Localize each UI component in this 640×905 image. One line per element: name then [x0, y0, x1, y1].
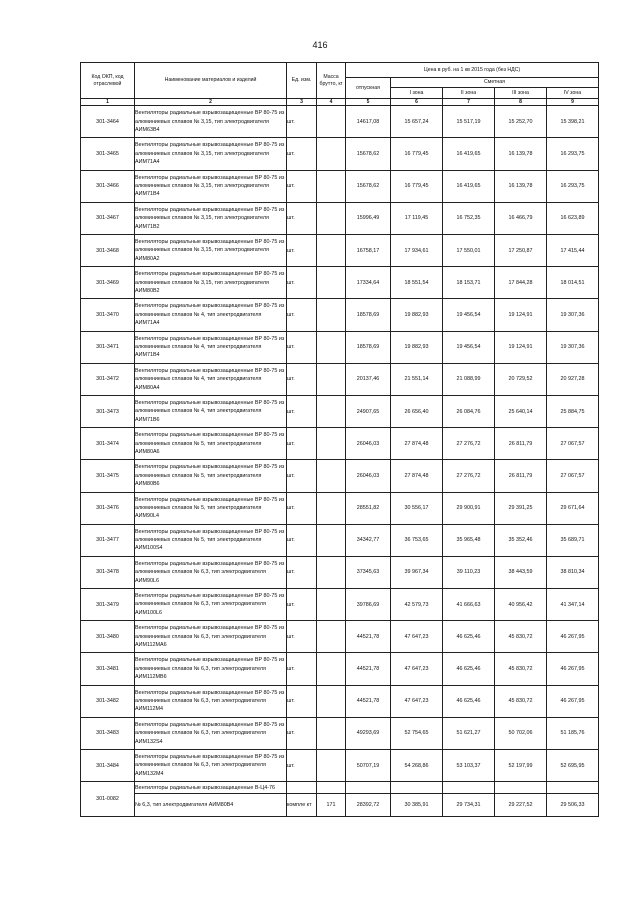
table-row: [81, 589, 599, 621]
table-row: [81, 170, 599, 202]
cell-code: 301-3465: [81, 138, 135, 170]
header-zone-1: I зона: [391, 88, 443, 99]
cell-mass: [317, 685, 346, 717]
cell-price-zone-4: 46 267,95: [547, 653, 599, 685]
cell-mass: [317, 460, 346, 492]
empty-cell: [391, 782, 443, 794]
table-row: [81, 428, 599, 460]
cell-mass: [317, 717, 346, 749]
cell-unit: компле кт: [287, 794, 317, 817]
cell-price-zone-2: 41 666,63: [443, 589, 495, 621]
cell-code: 301-3468: [81, 235, 135, 267]
cell-mass: [317, 492, 346, 524]
cell-name: Вентиляторы радиальные взрывозащищенные ВР 80-75 из алюминиевых сплавов № 3,15, тип электродвигателя АИМ80А2: [135, 235, 287, 267]
table-row: [81, 492, 599, 524]
cell-price-wholesale: 28392,72: [346, 794, 391, 817]
cell-code: 301-3475: [81, 460, 135, 492]
cell-mass: [317, 106, 346, 138]
cell-mass: [317, 589, 346, 621]
cell-price-zone-4: 19 307,36: [547, 331, 599, 363]
cell-code: 301-3474: [81, 428, 135, 460]
cell-name: Вентиляторы радиальные взрывозащищенные ВР 80-75 из алюминиевых сплавов № 3,15, тип электродвигателя АИМ71В2: [135, 202, 287, 234]
cell-name: Вентиляторы радиальные взрывозащищенные ВР 80-75 из алюминиевых сплавов № 3,15, тип электродвигателя АИМ71В4: [135, 170, 287, 202]
cell-unit: шт.: [287, 299, 317, 331]
cell-name: Вентиляторы радиальные взрывозащищенные ВР 80-75 из алюминиевых сплавов № 4, тип электродвигателя АИМ71А4: [135, 299, 287, 331]
cell-code: 301-0082: [81, 782, 135, 817]
cell-price-zone-1: 26 656,40: [391, 395, 443, 427]
header-zone-2: II зона: [443, 88, 495, 99]
cell-price-zone-4: 41 347,14: [547, 589, 599, 621]
cell-price-zone-3: 16 466,79: [495, 202, 547, 234]
cell-price-zone-1: 36 753,65: [391, 524, 443, 556]
cell-price-zone-2: 17 550,01: [443, 235, 495, 267]
cell-price-zone-1: 27 874,48: [391, 428, 443, 460]
cell-mass: [317, 170, 346, 202]
cell-mass: [317, 621, 346, 653]
cell-price-wholesale: 15678,62: [346, 170, 391, 202]
cell-name: Вентиляторы радиальные взрывозащищенные ВР 80-75 из алюминиевых сплавов № 4, тип электродвигателя АИМ80А4: [135, 363, 287, 395]
cell-price-zone-2: 46 625,46: [443, 685, 495, 717]
cell-name: Вентиляторы радиальные взрывозащищенные ВР 80-75 из алюминиевых сплавов № 6,3, тип электродвигателя АИМ100L6: [135, 589, 287, 621]
cell-mass: [317, 653, 346, 685]
cell-price-zone-2: 19 456,54: [443, 331, 495, 363]
cell-price-zone-3: 16 139,78: [495, 170, 547, 202]
col-number: 1: [81, 99, 135, 106]
cell-price-zone-4: 19 307,36: [547, 299, 599, 331]
table-row: [81, 331, 599, 363]
cell-unit: шт.: [287, 235, 317, 267]
cell-mass: [317, 363, 346, 395]
header-mass: Масса брутто, кг: [317, 63, 346, 99]
cell-price-wholesale: 18578,69: [346, 331, 391, 363]
cell-price-wholesale: 49293,69: [346, 717, 391, 749]
cell-price-zone-3: 29 227,52: [495, 794, 547, 817]
cell-code: 301-3469: [81, 267, 135, 299]
cell-code: 301-3484: [81, 750, 135, 782]
cell-price-zone-4: 27 067,57: [547, 460, 599, 492]
cell-name: Вентиляторы радиальные взрывозащищенные ВР 80-75 из алюминиевых сплавов № 5, тип электродвигателя АИМ90L4: [135, 492, 287, 524]
cell-price-zone-1: 30 385,91: [391, 794, 443, 817]
header-unit: Ед. изм.: [287, 63, 317, 99]
cell-price-zone-4: 29 671,64: [547, 492, 599, 524]
cell-price-zone-1: 18 551,54: [391, 267, 443, 299]
cell-unit: шт.: [287, 106, 317, 138]
cell-unit: шт.: [287, 331, 317, 363]
cell-mass: [317, 395, 346, 427]
col-number: 5: [346, 99, 391, 106]
cell-price-zone-4: 16 623,89: [547, 202, 599, 234]
table-row: [81, 363, 599, 395]
cell-unit: шт.: [287, 750, 317, 782]
cell-price-wholesale: 15996,49: [346, 202, 391, 234]
cell-price-zone-3: 16 139,78: [495, 138, 547, 170]
cell-price-zone-3: 19 124,91: [495, 299, 547, 331]
header-code: Код ОКП, код отраслевой: [81, 63, 135, 99]
col-number: 7: [443, 99, 495, 106]
cell-price-zone-2: 51 621,27: [443, 717, 495, 749]
cell-unit: шт.: [287, 685, 317, 717]
cell-code: 301-3480: [81, 621, 135, 653]
cell-code: 301-3471: [81, 331, 135, 363]
cell-price-wholesale: 34342,77: [346, 524, 391, 556]
cell-price-wholesale: 39786,69: [346, 589, 391, 621]
cell-mass: [317, 331, 346, 363]
cell-price-zone-2: 27 276,72: [443, 428, 495, 460]
cell-price-wholesale: 18578,69: [346, 299, 391, 331]
table-row: [81, 460, 599, 492]
cell-price-wholesale: 15678,62: [346, 138, 391, 170]
empty-cell: [495, 782, 547, 794]
cell-price-zone-4: 16 293,75: [547, 138, 599, 170]
col-number: 2: [135, 99, 287, 106]
cell-price-zone-1: 47 647,23: [391, 653, 443, 685]
header-name: Наименование материалов и изделий: [135, 63, 287, 99]
cell-unit: шт.: [287, 492, 317, 524]
cell-price-wholesale: 26046,03: [346, 460, 391, 492]
cell-name: Вентиляторы радиальные взрывозащищенные ВР 80-75 из алюминиевых сплавов № 6,3, тип электродвигателя АИМ112МА6: [135, 621, 287, 653]
cell-unit: шт.: [287, 428, 317, 460]
cell-price-zone-1: 19 882,93: [391, 299, 443, 331]
page-number: 416: [312, 40, 328, 50]
cell-price-zone-3: 17 844,28: [495, 267, 547, 299]
cell-price-zone-2: 27 276,72: [443, 460, 495, 492]
table-row: [81, 267, 599, 299]
empty-cell: [346, 782, 391, 794]
price-table: [80, 62, 599, 817]
cell-name: Вентиляторы радиальные взрывозащищенные ВР 80-75 из алюминиевых сплавов № 3,15, тип электродвигателя АИМ80В2: [135, 267, 287, 299]
col-number: 8: [495, 99, 547, 106]
cell-price-zone-4: 46 267,95: [547, 621, 599, 653]
table-row: [81, 299, 599, 331]
cell-code: 301-3473: [81, 395, 135, 427]
header-estimate: Сметная: [391, 78, 599, 88]
cell-price-zone-4: 25 884,75: [547, 395, 599, 427]
cell-price-zone-1: 39 967,34: [391, 556, 443, 588]
cell-name: Вентиляторы радиальные взрывозащищенные ВР 80-75 из алюминиевых сплавов № 3,15, тип электродвигателя АИМ71А4: [135, 138, 287, 170]
cell-code: 301-3467: [81, 202, 135, 234]
cell-name: Вентиляторы радиальные взрывозащищенные ВР 80-75 из алюминиевых сплавов № 3,15, тип электродвигателя АИМ63В4: [135, 106, 287, 138]
cell-price-zone-3: 45 830,72: [495, 621, 547, 653]
cell-price-zone-3: 20 729,52: [495, 363, 547, 395]
cell-mass: [317, 524, 346, 556]
group-caption: Вентиляторы радиальные взрывозащищенные В-Ц4-76: [135, 782, 287, 794]
table-row: [81, 685, 599, 717]
cell-code: 301-3481: [81, 653, 135, 685]
cell-mass: [317, 202, 346, 234]
cell-price-zone-1: 47 647,23: [391, 685, 443, 717]
cell-unit: шт.: [287, 267, 317, 299]
cell-price-zone-1: 16 779,45: [391, 170, 443, 202]
empty-cell: [547, 782, 599, 794]
table-row: [81, 717, 599, 749]
cell-unit: шт.: [287, 363, 317, 395]
cell-unit: шт.: [287, 170, 317, 202]
cell-price-wholesale: 44521,78: [346, 653, 391, 685]
cell-price-zone-3: 40 956,42: [495, 589, 547, 621]
cell-price-wholesale: 20137,46: [346, 363, 391, 395]
cell-price-zone-3: 38 443,59: [495, 556, 547, 588]
cell-price-zone-4: 18 014,51: [547, 267, 599, 299]
cell-price-zone-3: 29 391,25: [495, 492, 547, 524]
cell-price-zone-3: 50 702,06: [495, 717, 547, 749]
table-row: [81, 395, 599, 427]
table-row: [81, 138, 599, 170]
cell-price-zone-2: 29 734,31: [443, 794, 495, 817]
cell-code: 301-3470: [81, 299, 135, 331]
cell-price-zone-1: 27 874,48: [391, 460, 443, 492]
cell-price-zone-3: 17 250,87: [495, 235, 547, 267]
cell-price-wholesale: 26046,03: [346, 428, 391, 460]
empty-cell: [443, 782, 495, 794]
cell-price-zone-4: 15 398,21: [547, 106, 599, 138]
cell-price-zone-2: 21 088,99: [443, 363, 495, 395]
table-row: [81, 202, 599, 234]
cell-price-zone-3: 26 811,79: [495, 460, 547, 492]
cell-price-zone-2: 19 456,54: [443, 299, 495, 331]
cell-price-zone-1: 17 119,45: [391, 202, 443, 234]
cell-price-zone-4: 17 415,44: [547, 235, 599, 267]
cell-name: Вентиляторы радиальные взрывозащищенные ВР 80-75 из алюминиевых сплавов № 6,3, тип электродвигателя АИМ132S4: [135, 717, 287, 749]
column-numbers-row: [81, 99, 599, 106]
col-number: 6: [391, 99, 443, 106]
cell-mass: [317, 267, 346, 299]
cell-code: 301-3478: [81, 556, 135, 588]
table-row: [81, 750, 599, 782]
col-number: 9: [547, 99, 599, 106]
cell-unit: шт.: [287, 653, 317, 685]
cell-price-zone-2: 16 419,65: [443, 138, 495, 170]
cell-name: Вентиляторы радиальные взрывозащищенные ВР 80-75 из алюминиевых сплавов № 6,3, тип электродвигателя АИМ132М4: [135, 750, 287, 782]
table-row: [81, 235, 599, 267]
col-number: 3: [287, 99, 317, 106]
cell-price-zone-2: 46 625,46: [443, 653, 495, 685]
cell-price-zone-1: 15 657,24: [391, 106, 443, 138]
empty-cell: [317, 782, 346, 794]
cell-price-zone-4: 46 267,95: [547, 685, 599, 717]
cell-unit: шт.: [287, 556, 317, 588]
cell-unit: шт.: [287, 202, 317, 234]
cell-name: Вентиляторы радиальные взрывозащищенные ВР 80-75 из алюминиевых сплавов № 5, тип электродвигателя АИМ100S4: [135, 524, 287, 556]
cell-price-zone-4: 38 810,34: [547, 556, 599, 588]
cell-price-zone-2: 39 110,23: [443, 556, 495, 588]
cell-name: Вентиляторы радиальные взрывозащищенные ВР 80-75 из алюминиевых сплавов № 4, тип электродвигателя АИМ71В6: [135, 395, 287, 427]
header-zone-3: III зона: [495, 88, 547, 99]
cell-price-zone-1: 19 882,93: [391, 331, 443, 363]
cell-code: 301-3472: [81, 363, 135, 395]
cell-unit: шт.: [287, 621, 317, 653]
cell-price-zone-4: 27 067,57: [547, 428, 599, 460]
cell-price-zone-2: 18 153,71: [443, 267, 495, 299]
cell-price-zone-2: 15 517,19: [443, 106, 495, 138]
cell-unit: шт.: [287, 138, 317, 170]
group-caption-row: [81, 782, 599, 794]
cell-name: Вентиляторы радиальные взрывозащищенные ВР 80-75 из алюминиевых сплавов № 6,3, тип электродвигателя АИМ90L6: [135, 556, 287, 588]
header-price-group: Цена в руб. на 1 кв 2015 года (без НДС): [346, 63, 599, 78]
cell-unit: шт.: [287, 589, 317, 621]
cell-price-zone-1: 30 556,17: [391, 492, 443, 524]
cell-price-wholesale: 28551,82: [346, 492, 391, 524]
cell-code: 301-3482: [81, 685, 135, 717]
cell-name: Вентиляторы радиальные взрывозащищенные ВР 80-75 из алюминиевых сплавов № 6,3, тип электродвигателя АИМ112М4: [135, 685, 287, 717]
cell-price-zone-3: 45 830,72: [495, 685, 547, 717]
cell-price-zone-3: 52 197,99: [495, 750, 547, 782]
table-row: [81, 556, 599, 588]
cell-mass: [317, 556, 346, 588]
cell-price-zone-4: 35 689,71: [547, 524, 599, 556]
cell-price-zone-3: 25 640,14: [495, 395, 547, 427]
cell-price-zone-4: 52 695,95: [547, 750, 599, 782]
cell-price-wholesale: 24907,65: [346, 395, 391, 427]
cell-price-wholesale: 44521,78: [346, 685, 391, 717]
cell-price-zone-2: 46 625,46: [443, 621, 495, 653]
cell-code: 301-3483: [81, 717, 135, 749]
table-row: [81, 106, 599, 138]
col-number: 4: [317, 99, 346, 106]
cell-price-zone-3: 45 830,72: [495, 653, 547, 685]
cell-price-zone-3: 35 352,46: [495, 524, 547, 556]
cell-unit: шт.: [287, 524, 317, 556]
header-zone-4: IV зона: [547, 88, 599, 99]
cell-price-zone-2: 29 900,91: [443, 492, 495, 524]
cell-price-wholesale: 14617,08: [346, 106, 391, 138]
table-row: [81, 524, 599, 556]
cell-price-zone-1: 52 754,65: [391, 717, 443, 749]
cell-mass: [317, 235, 346, 267]
empty-cell: [287, 782, 317, 794]
cell-price-wholesale: 17334,64: [346, 267, 391, 299]
cell-name: Вентиляторы радиальные взрывозащищенные ВР 80-75 из алюминиевых сплавов № 5, тип электродвигателя АИМ80А6: [135, 428, 287, 460]
cell-price-zone-4: 51 185,76: [547, 717, 599, 749]
cell-price-wholesale: 50707,19: [346, 750, 391, 782]
cell-code: 301-3466: [81, 170, 135, 202]
cell-mass: [317, 138, 346, 170]
cell-price-zone-3: 15 252,70: [495, 106, 547, 138]
cell-price-zone-3: 19 124,91: [495, 331, 547, 363]
cell-code: 301-3477: [81, 524, 135, 556]
cell-mass: 171: [317, 794, 346, 817]
cell-price-zone-2: 35 965,48: [443, 524, 495, 556]
cell-unit: шт.: [287, 717, 317, 749]
cell-code: 301-3479: [81, 589, 135, 621]
cell-mass: [317, 750, 346, 782]
cell-price-zone-2: 16 419,65: [443, 170, 495, 202]
cell-price-zone-2: 26 084,76: [443, 395, 495, 427]
cell-price-zone-3: 26 811,79: [495, 428, 547, 460]
cell-name: Вентиляторы радиальные взрывозащищенные ВР 80-75 из алюминиевых сплавов № 5, тип электродвигателя АИМ80В6: [135, 460, 287, 492]
cell-price-zone-1: 17 934,61: [391, 235, 443, 267]
table-row: [81, 794, 599, 817]
cell-code: 301-3476: [81, 492, 135, 524]
cell-name: Вентиляторы радиальные взрывозащищенные ВР 80-75 из алюминиевых сплавов № 4, тип электродвигателя АИМ71В4: [135, 331, 287, 363]
cell-unit: шт.: [287, 460, 317, 492]
cell-price-zone-1: 21 551,14: [391, 363, 443, 395]
header-wholesale: отпускная: [346, 78, 391, 99]
cell-code: 301-3464: [81, 106, 135, 138]
cell-price-zone-1: 47 647,23: [391, 621, 443, 653]
cell-price-wholesale: 44521,78: [346, 621, 391, 653]
cell-price-zone-2: 16 752,35: [443, 202, 495, 234]
table-body: [81, 106, 599, 817]
cell-mass: [317, 428, 346, 460]
cell-mass: [317, 299, 346, 331]
cell-price-zone-1: 42 579,73: [391, 589, 443, 621]
cell-price-zone-4: 20 927,28: [547, 363, 599, 395]
cell-price-zone-4: 16 293,75: [547, 170, 599, 202]
cell-price-zone-2: 53 103,37: [443, 750, 495, 782]
cell-price-wholesale: 16758,17: [346, 235, 391, 267]
table-row: [81, 621, 599, 653]
cell-price-zone-1: 16 779,45: [391, 138, 443, 170]
cell-name: Вентиляторы радиальные взрывозащищенные ВР 80-75 из алюминиевых сплавов № 6,3, тип электродвигателя АИМ112МВ6: [135, 653, 287, 685]
cell-name: № 6,3, тип электродвигателя АИМ80В4: [135, 794, 287, 817]
cell-unit: шт.: [287, 395, 317, 427]
cell-price-zone-4: 29 506,33: [547, 794, 599, 817]
table-row: [81, 653, 599, 685]
cell-price-zone-1: 54 268,86: [391, 750, 443, 782]
cell-price-wholesale: 37345,63: [346, 556, 391, 588]
